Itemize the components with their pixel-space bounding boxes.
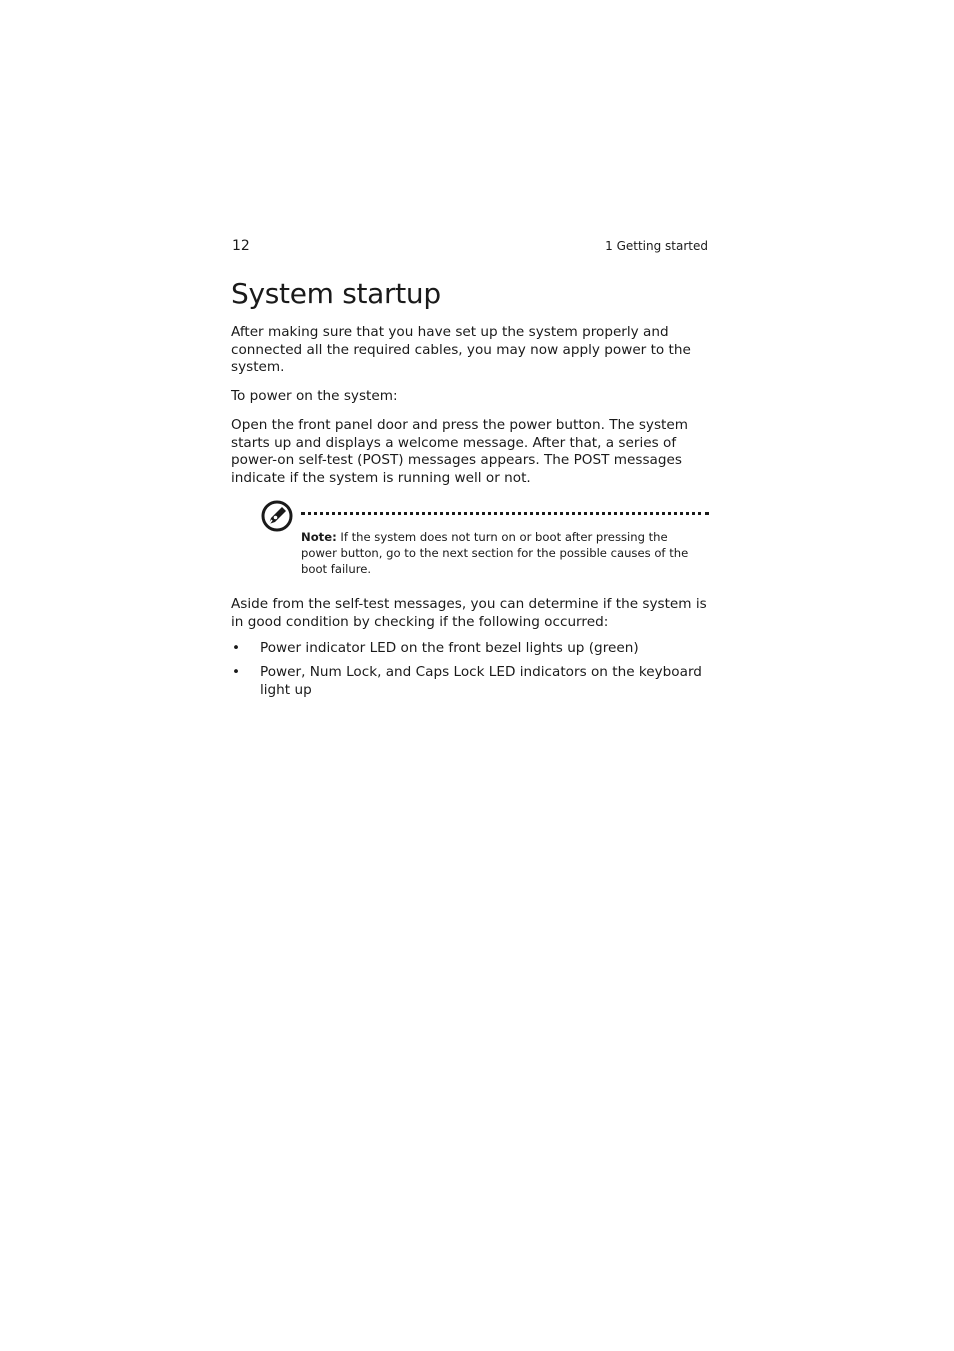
indicator-list: [231, 640, 709, 706]
condition-check-paragraph: Aside from the self-test messages, you can determine if the system is in good condition by checking if the following occurred:: [231, 596, 707, 630]
list-item-text: Power, Num Lock, and Caps Lock LED indicators on the keyboard light up: [260, 664, 702, 698]
page-number: 12: [232, 238, 250, 254]
list-item-text: Power indicator LED on the front bezel lights up (green): [260, 640, 639, 656]
section-title: System startup: [231, 277, 441, 310]
instruction-lead-paragraph: To power on the system:: [231, 388, 398, 404]
note-text: [301, 529, 701, 577]
power-on-paragraph: Open the front panel door and press the power button. The system starts up and displays a welcome message. After that, a series of power-on self-test (POST) messages appears. The POST messages indicate if the system is running well or not.: [231, 417, 688, 486]
bullet-marker: •: [232, 640, 241, 656]
note-dotted-divider: [301, 512, 709, 515]
note-body: If the system does not turn on or boot after pressing the power button, go to the next section for the possible causes of the boot failure.: [301, 530, 689, 576]
running-header-chapter: 1 Getting started: [605, 239, 708, 253]
note-label: Note:: [301, 530, 337, 544]
list-item: [231, 640, 709, 658]
note-pen-icon: [261, 500, 293, 532]
intro-paragraph: After making sure that you have set up the system properly and connected all the required cables, you may now apply power to the system.: [231, 324, 691, 376]
list-item: [231, 664, 709, 699]
bullet-marker: •: [232, 664, 241, 681]
page-header: [231, 237, 709, 257]
